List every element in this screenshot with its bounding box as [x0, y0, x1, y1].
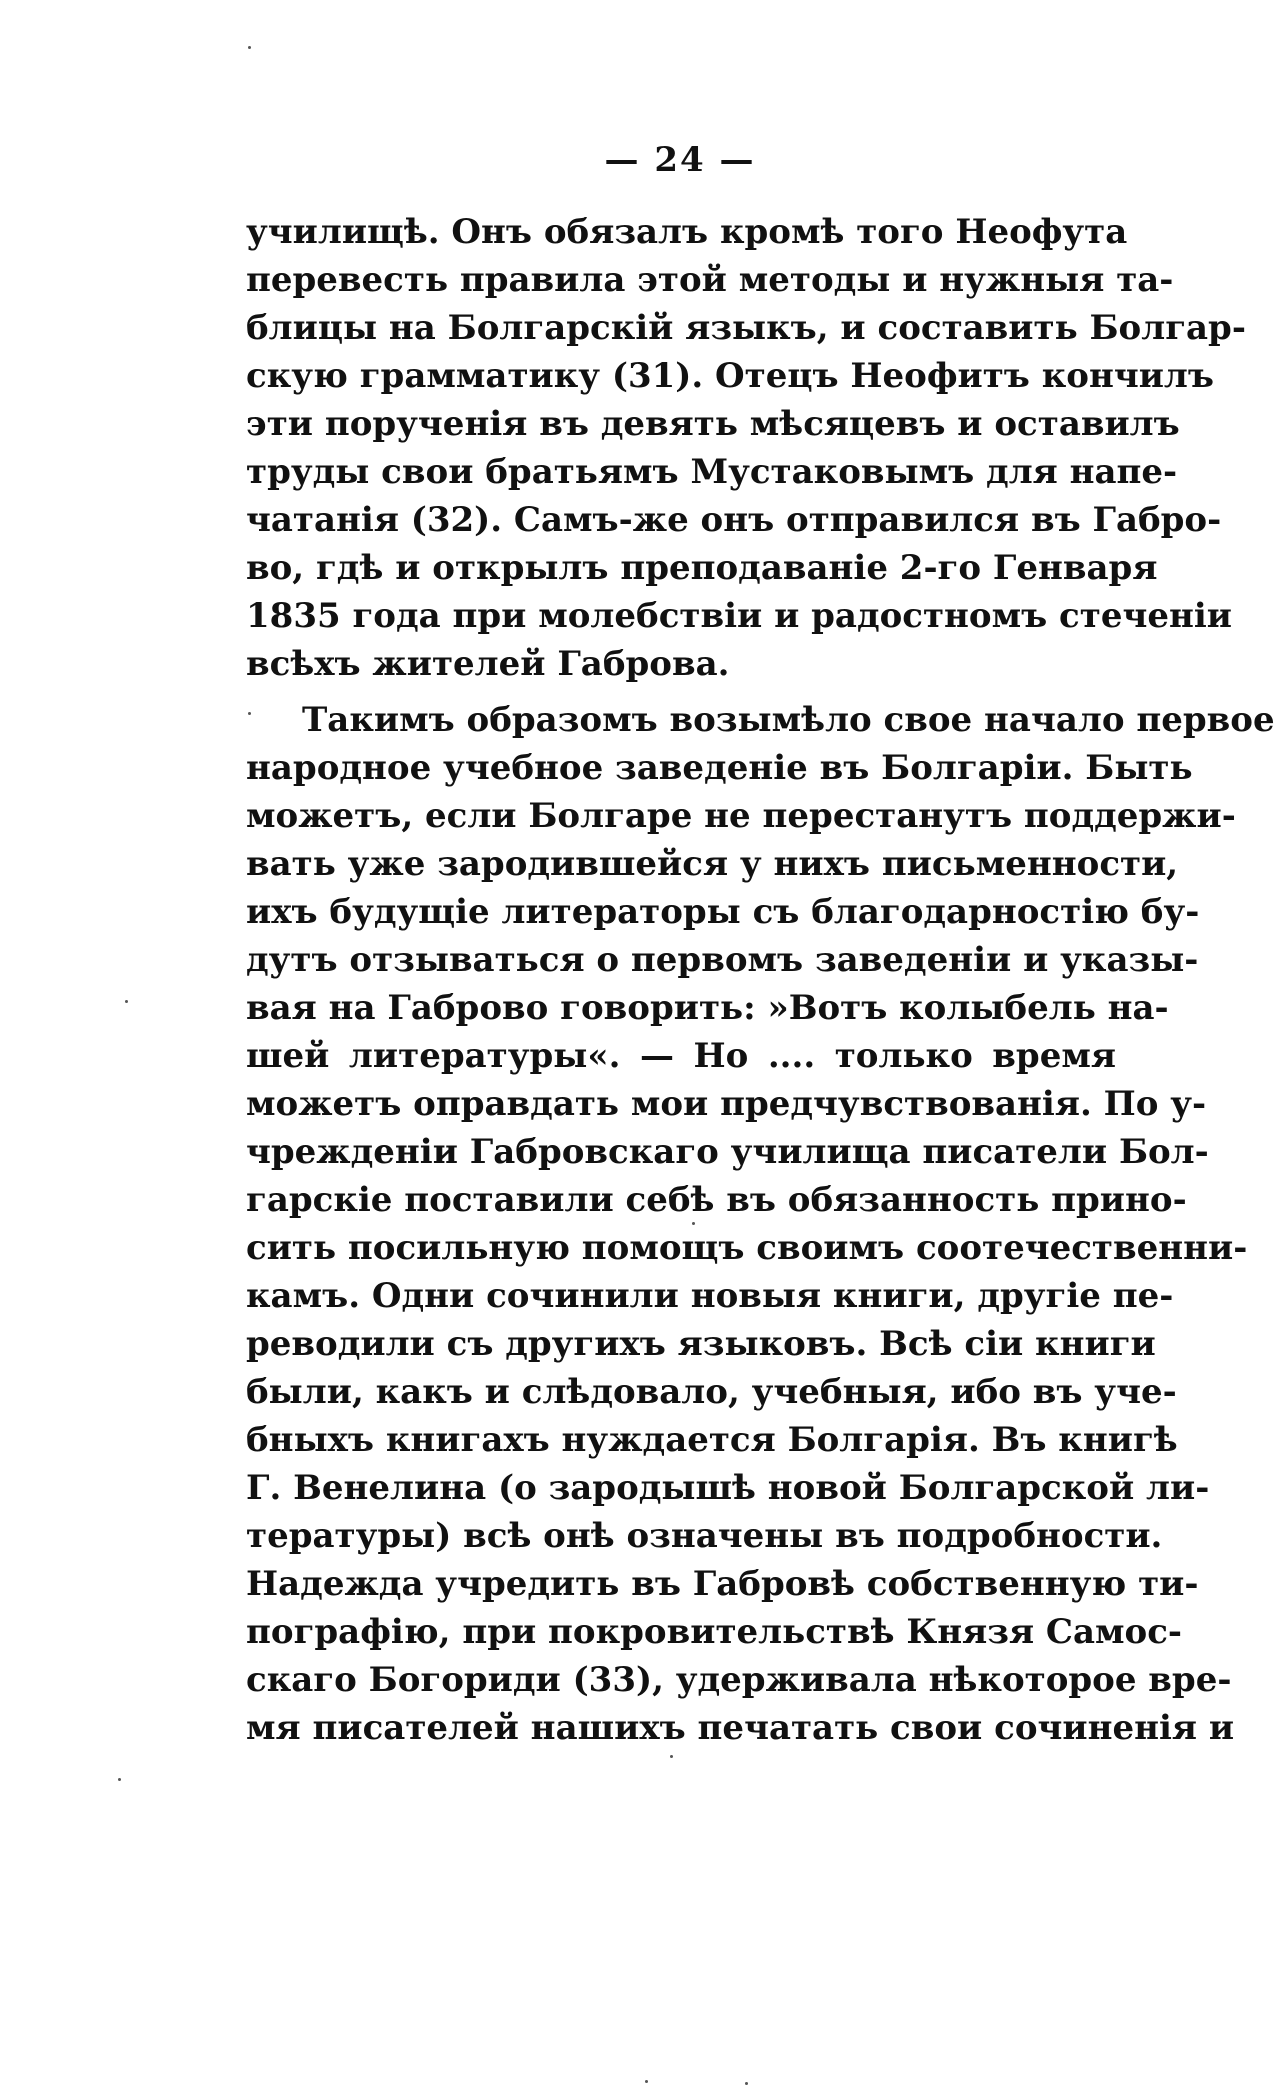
scan-speck [118, 1778, 121, 1781]
text-line: можетъ, если Болгаре не перестанутъ поддержи- [246, 796, 1236, 836]
text-line: во, гдѣ и открылъ преподаваніе 2-го Генваря [246, 548, 1158, 588]
text-line: всѣхъ жителей Габрова. [246, 644, 730, 684]
text-line: 1835 года при молебствіи и радостномъ стеченіи [246, 596, 1232, 636]
text-line: бныхъ книгахъ нуждается Болгарія. Въ книгѣ [246, 1420, 1178, 1460]
text-line: гарскіе поставили себѣ въ обязанность прино- [246, 1180, 1187, 1220]
text-line: эти порученія въ девять мѣсяцевъ и оставилъ [246, 404, 1180, 444]
text-line: вая на Габрово говорить: »Вотъ колыбель на- [246, 988, 1169, 1028]
scan-speck [125, 1000, 128, 1003]
text-line: Такимъ образомъ возымѣло свое начало первое [302, 700, 1275, 740]
scan-speck [645, 2080, 648, 2083]
text-line: были, какъ и слѣдовало, учебныя, ибо въ уче- [246, 1372, 1177, 1412]
text-line: перевесть правила этой методы и нужныя та- [246, 260, 1174, 300]
text-line: Г. Венелина (о зародышѣ новой Болгарской ли- [246, 1468, 1210, 1508]
text-line: сить посильную помощъ своимъ соотечественни- [246, 1228, 1248, 1268]
text-line: шей литературы«. — Но .... только время [246, 1036, 1116, 1076]
text-line: чрежденіи Габровскаго училища писатели Бол- [246, 1132, 1209, 1172]
text-line: Надежда учредить въ Габровѣ собственную ти- [246, 1564, 1199, 1604]
paragraph-1 [246, 208, 1246, 688]
text-line: труды свои братьямъ Мустаковымъ для напе- [246, 452, 1178, 492]
text-line: ихъ будущіе литераторы съ благодарностію бу- [246, 892, 1200, 932]
body-text [246, 208, 1275, 1752]
scan-speck [248, 46, 251, 49]
text-line: пографію, при покровительствѣ Князя Самос- [246, 1612, 1183, 1652]
text-line: тературы) всѣ онѣ означены въ подробности. [246, 1516, 1163, 1556]
text-line: камъ. Одни сочинили новыя книги, другіе пе- [246, 1276, 1174, 1316]
text-line: можетъ оправдать мои предчувствованія. По у- [246, 1084, 1207, 1124]
text-line: чатанія (32). Самъ-же онъ отправился въ Габро- [246, 500, 1222, 540]
scan-speck [670, 1755, 673, 1758]
text-line: дутъ отзываться о первомъ заведеніи и указы- [246, 940, 1199, 980]
scan-speck [692, 1222, 695, 1225]
paragraph-2 [246, 696, 1275, 1752]
scan-speck [745, 2082, 748, 2085]
text-line: скаго Богориди (33), удерживала нѣкоторое вре- [246, 1660, 1232, 1700]
text-line: мя писателей нашихъ печатать свои сочиненія и [246, 1708, 1235, 1748]
text-line: реводили съ другихъ языковъ. Всѣ сіи книги [246, 1324, 1156, 1364]
text-line: вать уже зародившейся у нихъ письменности, [246, 844, 1179, 884]
text-line: блицы на Болгарскій языкъ, и составить Болгар- [246, 308, 1246, 348]
text-line: скую грамматику (31). Отецъ Неофитъ кончилъ [246, 356, 1214, 396]
scan-speck [248, 712, 251, 715]
text-line: училищѣ. Онъ обязалъ кромѣ того Неофута [246, 212, 1128, 252]
page-number: — 24 — [604, 140, 756, 180]
text-line: народное учебное заведеніе въ Болгаріи. Быть [246, 748, 1193, 788]
